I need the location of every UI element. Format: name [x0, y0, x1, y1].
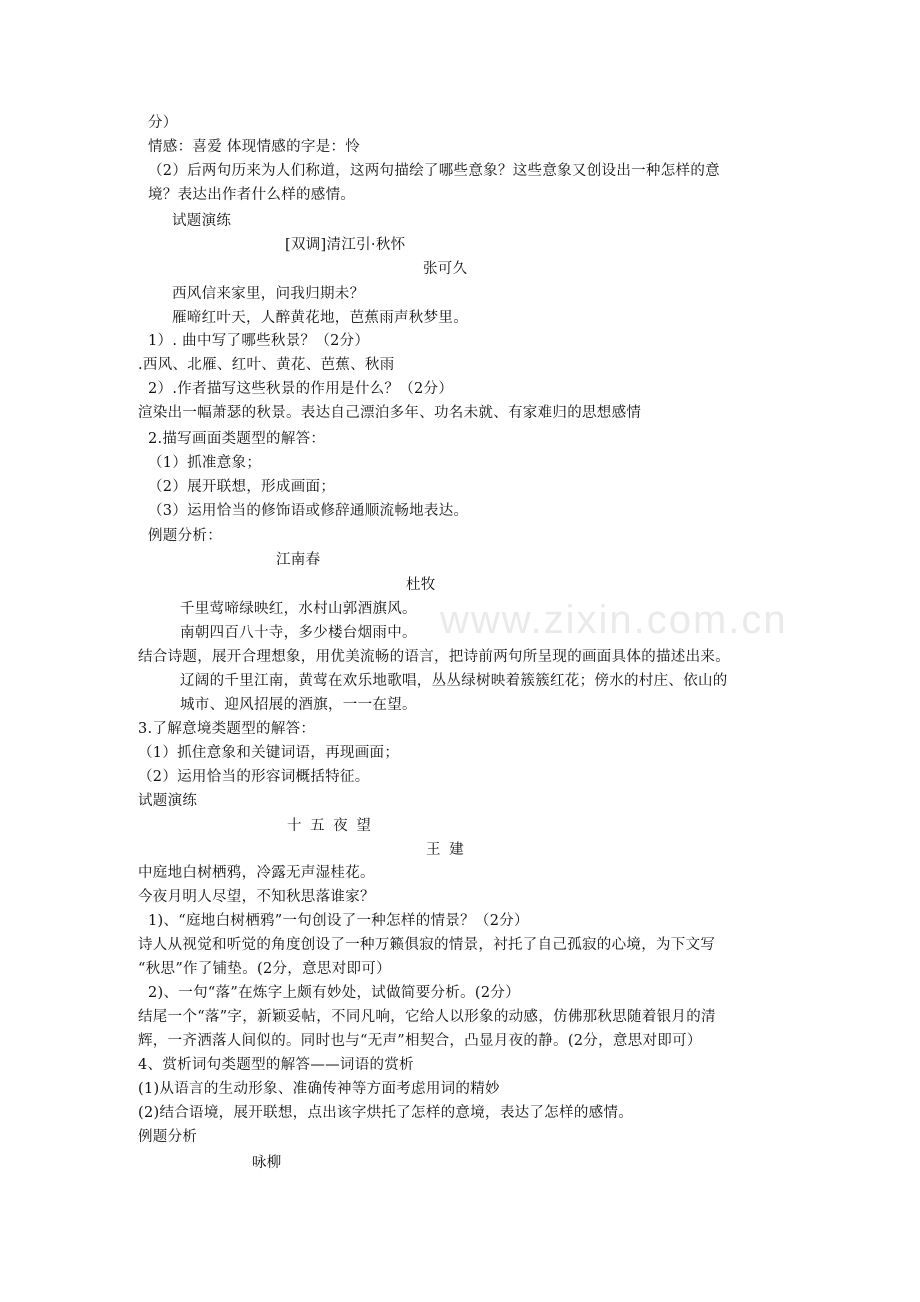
list-item: （1）抓住意象和关键词语，再现画面；: [138, 745, 400, 761]
list-item: （3）运用恰当的修饰语或修辞通顺流畅地表达。: [148, 503, 469, 519]
text-line: 分）: [148, 115, 178, 131]
poem-line: 中庭地白树栖鸦，冷露无声湿桂花。: [138, 865, 375, 881]
section-heading: 试题演练: [172, 213, 232, 229]
poem-title: [双调]清江引·秋怀: [285, 237, 406, 253]
poem-line: 雁啼红叶天，人醉黄花地，芭蕉雨声秋梦里。: [172, 310, 468, 326]
section-heading: 例题分析: [138, 1129, 198, 1145]
answer: 辽阔的千里江南，黄莺在欢乐地歌唱，丛丛绿树映着簇簇红花；傍水的村庄、依山的: [180, 673, 728, 689]
answer: 城市、迎风招展的酒旗，一一在望。: [180, 697, 417, 713]
list-item: （1）抓准意象；: [148, 455, 262, 471]
poem-title: 十 五 夜 望: [287, 818, 373, 834]
list-item: (2)结合语境，展开联想，点出该字烘托了怎样的意境，表达了怎样的感情。: [138, 1105, 634, 1121]
poem-line: 千里莺啼绿映红，水村山郭酒旗风。: [180, 601, 417, 617]
poem-author: 王 建: [426, 842, 466, 858]
list-item: （2）展开联想，形成画面；: [148, 479, 336, 495]
text-line: 境？表达出作者什么样的感情。: [148, 187, 356, 203]
question: 1）. 曲中写了哪些秋景？（2分）: [148, 333, 370, 349]
section-heading: 试题演练: [138, 793, 198, 809]
answer: .西风、北雁、红叶、黄花、芭蕉、秋雨: [138, 357, 395, 373]
answer: “秋思”作了铺垫。(2分，意思对即可）: [138, 961, 391, 977]
watermark: www.zixin.com.cn: [440, 598, 788, 642]
poem-author: 杜牧: [406, 577, 436, 593]
text-line: 情感：喜爱 体现情感的字是：怜: [148, 139, 361, 155]
answer: 诗人从视觉和听觉的角度创设了一种万籁俱寂的情景，衬托了自己孤寂的心境，为下文写: [138, 937, 716, 953]
poem-title: 江南春: [276, 552, 321, 568]
poem-title: 咏柳: [252, 1155, 282, 1171]
section-heading: 例题分析：: [148, 528, 222, 544]
section-heading: 4、赏析词句类题型的解答——词语的赏析: [138, 1057, 414, 1073]
list-item: （2）运用恰当的形容词概括特征。: [138, 769, 370, 785]
question: 结合诗题，展开合理想象，用优美流畅的语言，把诗前两句所呈现的画面具体的描述出来。: [138, 649, 730, 665]
answer: 辉，一齐洒落人间似的。同时也与“无声”相契合，凸显月夜的静。(2分，意思对即可）: [138, 1033, 702, 1049]
question: 2)、一句“落”在炼字上颇有妙处，试做简要分析。(2分）: [148, 985, 520, 1001]
list-item: (1)从语言的生动形象、准确传神等方面考虑用词的精妙: [138, 1081, 500, 1097]
section-heading: 3.了解意境类题型的解答：: [138, 721, 316, 737]
answer: 结尾一个“落”字，新颖妥帖，不同凡响，它给人以形象的动感，仿佛那秋思随着银月的清: [138, 1009, 716, 1025]
poem-line: 今夜月明人尽望，不知秋思落谁家？: [138, 889, 375, 905]
answer: 渲染出一幅萧瑟的秋景。表达自己漂泊多年、功名未就、有家难归的思想感情: [138, 405, 642, 421]
question: 2）.作者描写这些秋景的作用是什么？（2分）: [148, 381, 454, 397]
poem-author: 张可久: [423, 261, 468, 277]
section-heading: 2.描写画面类题型的解答：: [148, 431, 326, 447]
poem-line: 西风信来家里，问我归期未？: [172, 286, 365, 302]
text-line: （2）后两句历来为人们称道，这两句描绘了哪些意象？这些意象又创设出一种怎样的意: [148, 163, 720, 179]
poem-line: 南朝四百八十寺，多少楼台烟雨中。: [180, 625, 417, 641]
question: 1)、“庭地白树栖鸦”一句创设了一种怎样的情景？（2分）: [148, 913, 529, 929]
